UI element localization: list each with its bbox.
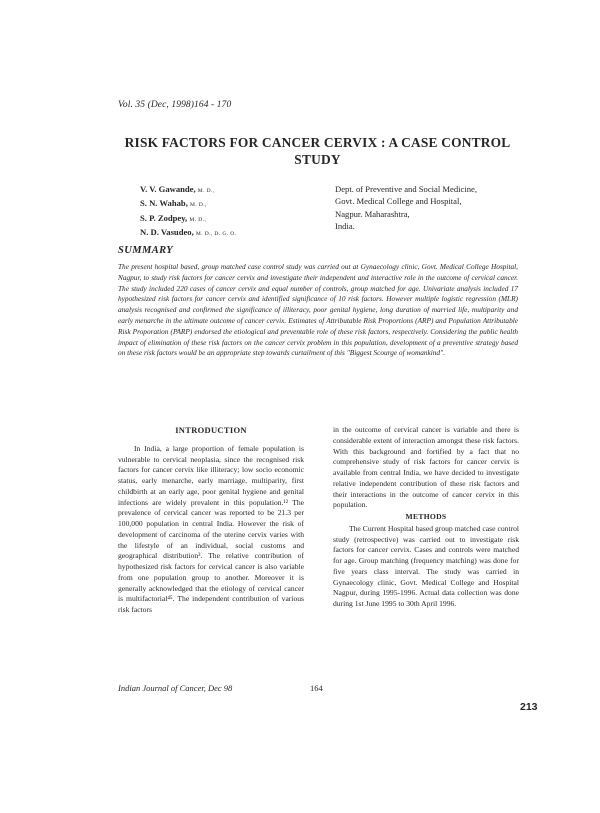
author-degree: M. D., xyxy=(197,188,215,194)
author-2 xyxy=(140,197,330,211)
author-name: S. N. Wahab, xyxy=(140,198,188,209)
author-3 xyxy=(140,212,330,226)
running-page-number: 213 xyxy=(520,701,538,713)
affiliation-line: India. xyxy=(335,220,355,231)
journal-footer: Indian Journal of Cancer, Dec 98 xyxy=(118,683,233,693)
left-column xyxy=(118,425,304,616)
introduction-paragraph: In India, a large proportion of female population is vulnerable to cervical neoplasia, since the recognised risk factors for cancer cervix like illiteracy; low socio economic status, early menarche, early marriage, multiparity, first childbirth at an early age, poor genital hygiene and genital infections are widely prevalent in this population.¹² The prevalence of cervical cancer was reported to be 21.3 per 100,000 population in central India. However the risk of development of carcinoma of the uterine cervix varies with the lifestyle of an individual, social customs and geographical distribution³. The relative contribution of hypothesized risk factors for cervical cancer is also variable from one population group to another. Moreover it is generally acknowledged that the etiology of cervical cancer is multifactorial⁴⁵. The independent contribution of various risk factors xyxy=(118,443,304,614)
methods-paragraph: The Current Hospital based group matched case control study (retrospective) was carried out to investigate risk factors for cancer cervix. Cases and controls were matched for age. Group matching (frequency matching) was done for five years class interval. The study was carried in Gynaecology clinic, Govt. Medical College and Hospital Nagpur, during 1995-1996. Actual data collection was done during 1st June 1995 to 30th April 1996. xyxy=(333,523,519,608)
summary-heading: SUMMARY xyxy=(118,245,174,256)
introduction-heading: INTRODUCTION xyxy=(175,425,247,435)
affiliation-line: Govt. Medical College and Hospital, xyxy=(335,196,462,207)
author-name: S. P. Zodpey, xyxy=(140,212,188,223)
author-1 xyxy=(140,183,330,197)
author-degree: M. D., D. G. O. xyxy=(195,230,237,237)
affiliation xyxy=(335,183,535,232)
title-line-1: RISK FACTORS FOR CANCER CERVIX : A CASE CONTROL xyxy=(124,135,511,150)
author-4 xyxy=(140,226,330,240)
title-line-2: STUDY xyxy=(294,152,341,167)
affiliation-line: Dept. of Preventive and Social Medicine, xyxy=(335,184,477,194)
author-list xyxy=(140,183,330,240)
right-column xyxy=(333,425,519,610)
author-name: N. D. Vasudeo, xyxy=(140,226,194,237)
introduction-paragraph-continued: in the outcome of cervical cancer is variable and there is considerable extent of interaction amongst these risk factors. With this background and fortified by a fact that no comprehensive study of risk factors for cancer cervix is available from central India, we have decided to investigate relative independent contribution of these risk factors and their interactions in the outcome of cancer cervix in this population. xyxy=(333,425,519,510)
author-name: V. V. Gawande, xyxy=(140,184,196,194)
author-degree: M. D., xyxy=(189,216,207,223)
volume-line: Vol. 35 (Dec, 1998)164 - 170 xyxy=(118,100,232,110)
author-degree: M. D., xyxy=(190,202,207,209)
summary-text: The present hospital based, group matched case control study was carried out at Gynaecology clinic, Govt. Medical College Hospital, Nagpur, to study risk factors for cancer cervix and investigate their independent and interactive role in the outcome of cervical cancer. The study included 220 cases of cancer cervix and equal number of controls, group matched for age. Univariate analysis included 17 hypothesized risk factors for cancer cervix and identified significance of 10 risk factors. However multiple logistic regression (MLR) analysis recognised and confirmed the significance of illiteracy, poor genital hygiene, long duration of married life, multiparity and early menarche in the ultimate outcome of cancer cervix. Estimates of Attributable Risk Proportions (ARP) and Population Attributable Risk Proporation (PARP) endorsed the etiological and preventable role of these risk factors, respectively. Considering the public health impact of elimination of these risk factors on the cancer cervix problem in this population, development of a preventive strategy based on these risk factors would be an appropriate step towards curtailment of this "Biggest Scourge of womankind". xyxy=(118,262,518,358)
affiliation-line: Nagpur. Maharashtra, xyxy=(335,208,410,219)
methods-heading: METHODS xyxy=(405,512,447,521)
footer-page-number: 164 xyxy=(310,683,323,693)
article-title xyxy=(110,134,525,168)
